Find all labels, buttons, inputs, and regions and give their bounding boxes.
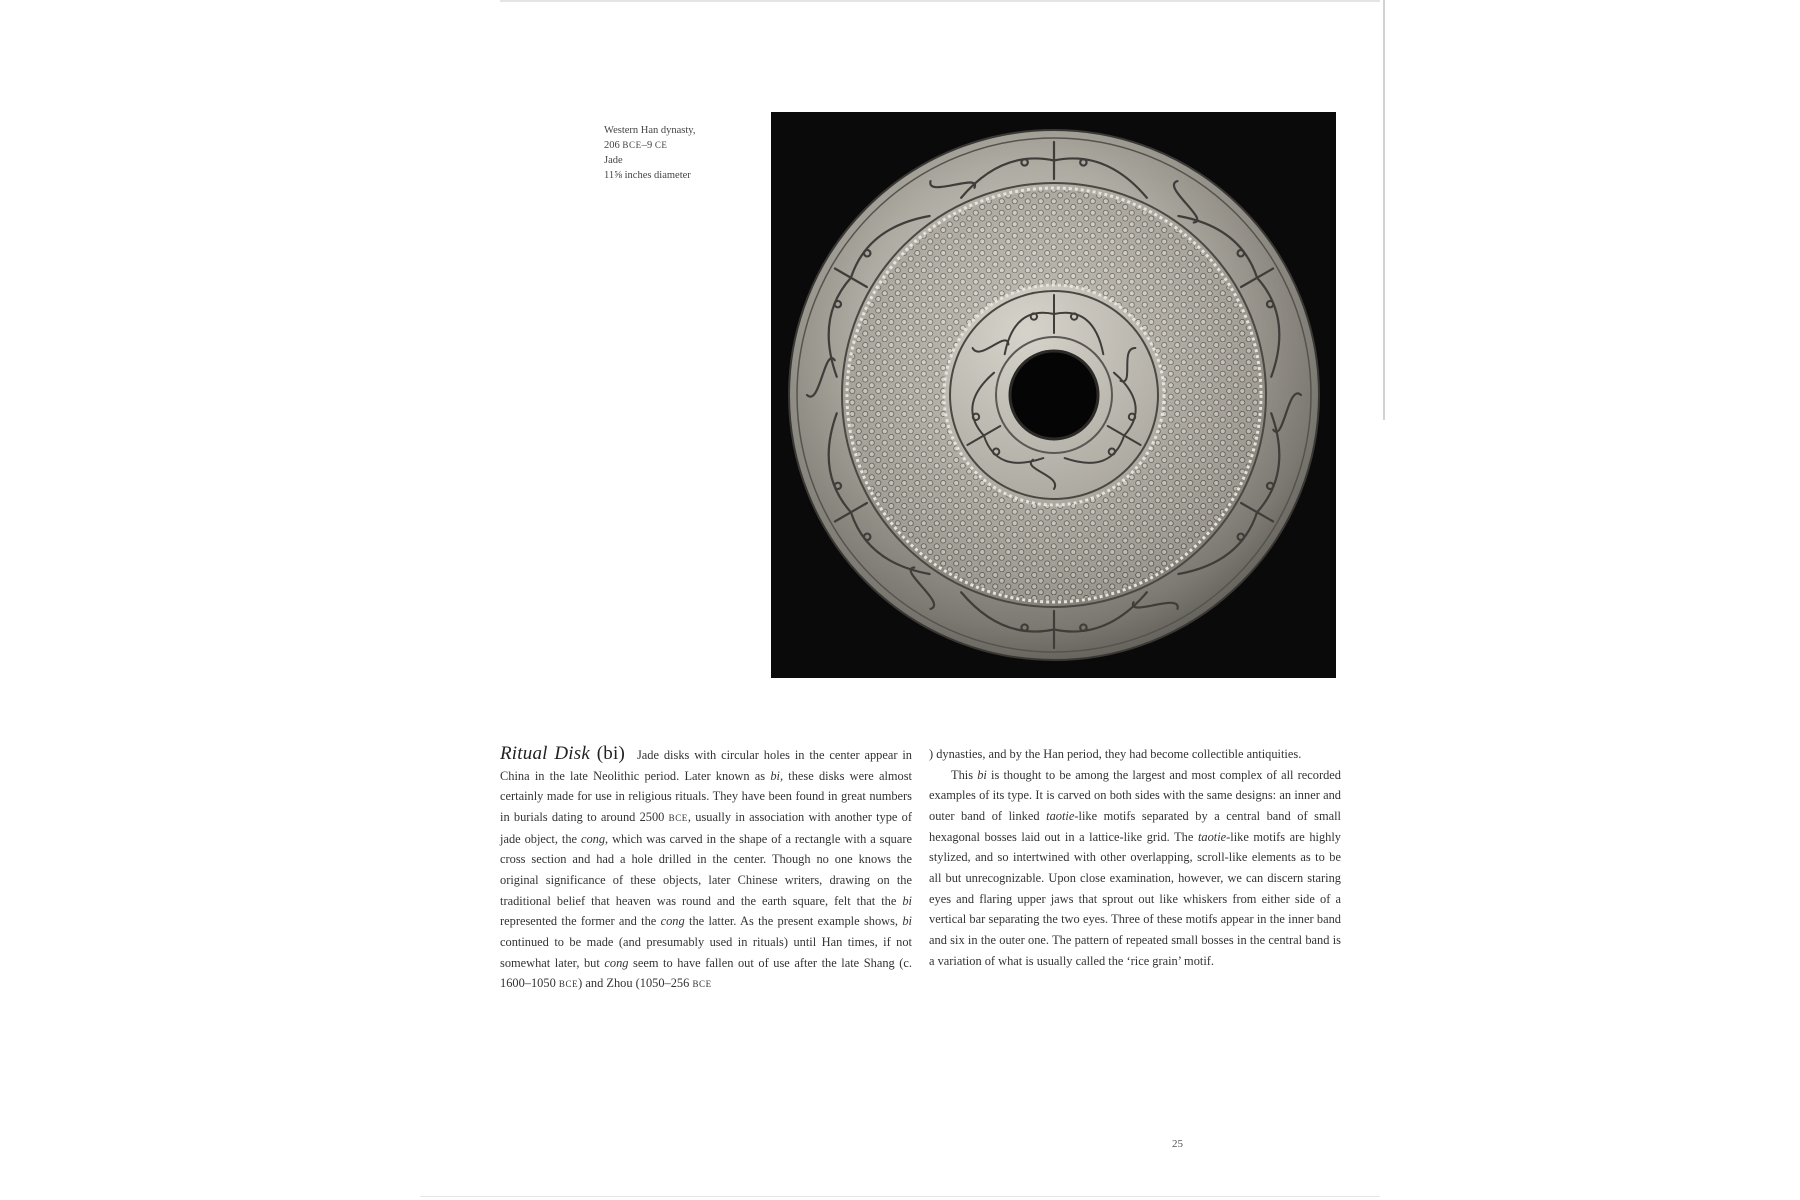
page-bottom-edge xyxy=(420,1196,1380,1197)
caption-dates: 206 BCE–9 CE xyxy=(604,140,668,151)
page-gutter-edge xyxy=(1383,0,1385,420)
paragraph-1: Ritual Disk (bi) Jade disks with circular holes in the center appear in China in the late Neolithic period. Later known as bi, these disks were almost certainly made for use in religious rituals. They have been found in great numbers in burials dating to around 2500 BCE, usually in association with another type of jade object, the cong, which was carved in the shape of a rectangle with a square cross section and had a hole drilled in the center. Though no one knows the original significance of these objects, later Chinese writers, drawing on the traditional belief that heaven was round and the earth square, felt that the bi represented the former and the cong the latter. As the present example shows, bi continued to be made (and presumably used in rituals) until Han times, if not somewhat later, but cong seem to have fallen out of use after the late Shang (c. 1600–1050 BCE) and Zhou (1050–256 BCE xyxy=(500,743,913,991)
text-column-right xyxy=(929,744,1341,971)
paragraph-2: This bi is thought to be among the largest and most complex of all recorded examples of its type. It is carved on both sides with the same designs: an inner and outer band of linked taotie-like motifs separated by a central band of small hexagonal bosses laid out in a lattice-like grid. The taotie-like motifs are highly stylized, and so intertwined with other overlapping, scroll-like elements as to be all but unrecognizable. Upon close examination, however, we can discern staring eyes and flaring upper jaws that sprout out like whiskers from either side of a vertical bar separating the two eyes. Three of these motifs appear in the inner band and six in the outer one. The pattern of repeated small bosses in the central band is a variation of what is usually called the ‘rice grain’ motif. xyxy=(929,767,1341,968)
page-top-edge xyxy=(500,0,1380,2)
caption-dynasty: Western Han dynasty, xyxy=(604,125,696,136)
paragraph-1-continued: ) dynasties, and by the Han period, they had become collectible antiquities. xyxy=(929,747,1302,761)
page-number: 25 xyxy=(1172,1138,1183,1150)
jade-disk-image xyxy=(771,112,1336,678)
text-column-left xyxy=(500,744,912,995)
article-title: Ritual Disk (bi) xyxy=(500,743,625,764)
caption-material: Jade xyxy=(604,155,623,166)
center-hole xyxy=(1010,351,1098,439)
jade-disk-photograph xyxy=(771,112,1336,678)
caption-dimensions: 11⅝ inches diameter xyxy=(604,170,691,181)
plate-caption xyxy=(604,123,764,183)
